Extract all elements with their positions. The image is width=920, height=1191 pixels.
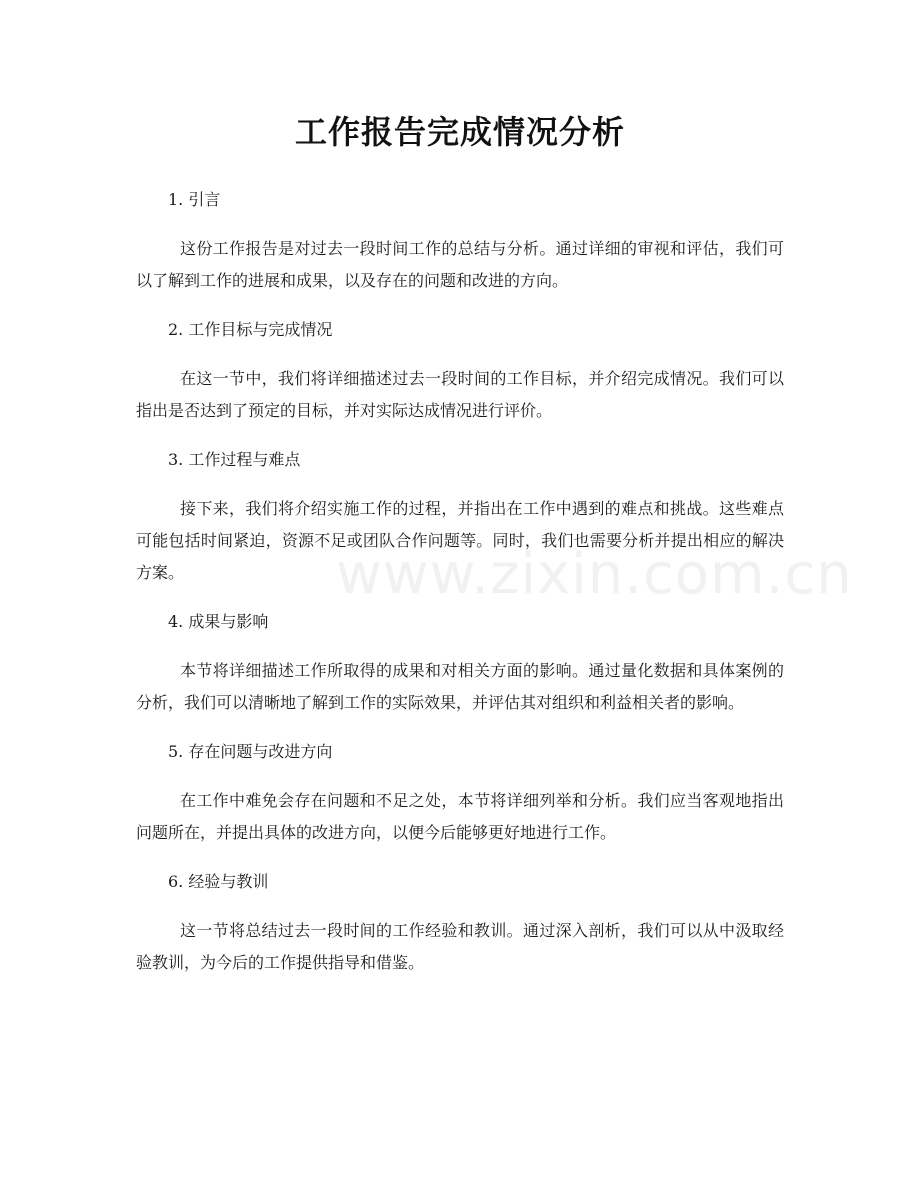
document-title: 工作报告完成情况分析 [294,113,625,151]
section-heading-issues: 5. 存在问题与改进方向 [168,742,333,761]
section-heading-process: 3. 工作过程与难点 [168,450,301,469]
section-body-goals: 在这一节中，我们将详细描述过去一段时间的工作目标，并介绍完成情况。我们可以指出是否达到了预定的目标，并对实际达成情况进行评价。 [136,369,784,420]
section-heading-intro: 1. 引言 [168,190,221,209]
section-heading-goals: 2. 工作目标与完成情况 [168,320,333,339]
section-body-results: 本节将详细描述工作所取得的成果和对相关方面的影响。通过量化数据和具体案例的分析，我们可以清晰地了解到工作的实际效果，并评估其对组织和利益相关者的影响。 [136,661,784,712]
watermark-text: www.zixin.com.cn [336,542,853,607]
section-heading-lessons: 6. 经验与教训 [168,872,269,891]
section-body-process: 接下来，我们将介绍实施工作的过程，并指出在工作中遇到的难点和挑战。这些难点可能包括时间紧迫，资源不足或团队合作问题等。同时，我们也需要分析并提出相应的解决方案。 [136,499,784,582]
section-body-issues: 在工作中难免会存在问题和不足之处，本节将详细列举和分析。我们应当客观地指出问题所在，并提出具体的改进方向，以便今后能够更好地进行工作。 [136,791,784,842]
section-body-intro: 这份工作报告是对过去一段时间工作的总结与分析。通过详细的审视和评估，我们可以了解到工作的进展和成果，以及存在的问题和改进的方向。 [136,239,784,290]
document-body [136,184,784,979]
section-heading-results: 4. 成果与影响 [168,612,269,631]
section-body-lessons: 这一节将总结过去一段时间的工作经验和教训。通过深入剖析，我们可以从中汲取经验教训，为今后的工作提供指导和借鉴。 [136,921,784,972]
